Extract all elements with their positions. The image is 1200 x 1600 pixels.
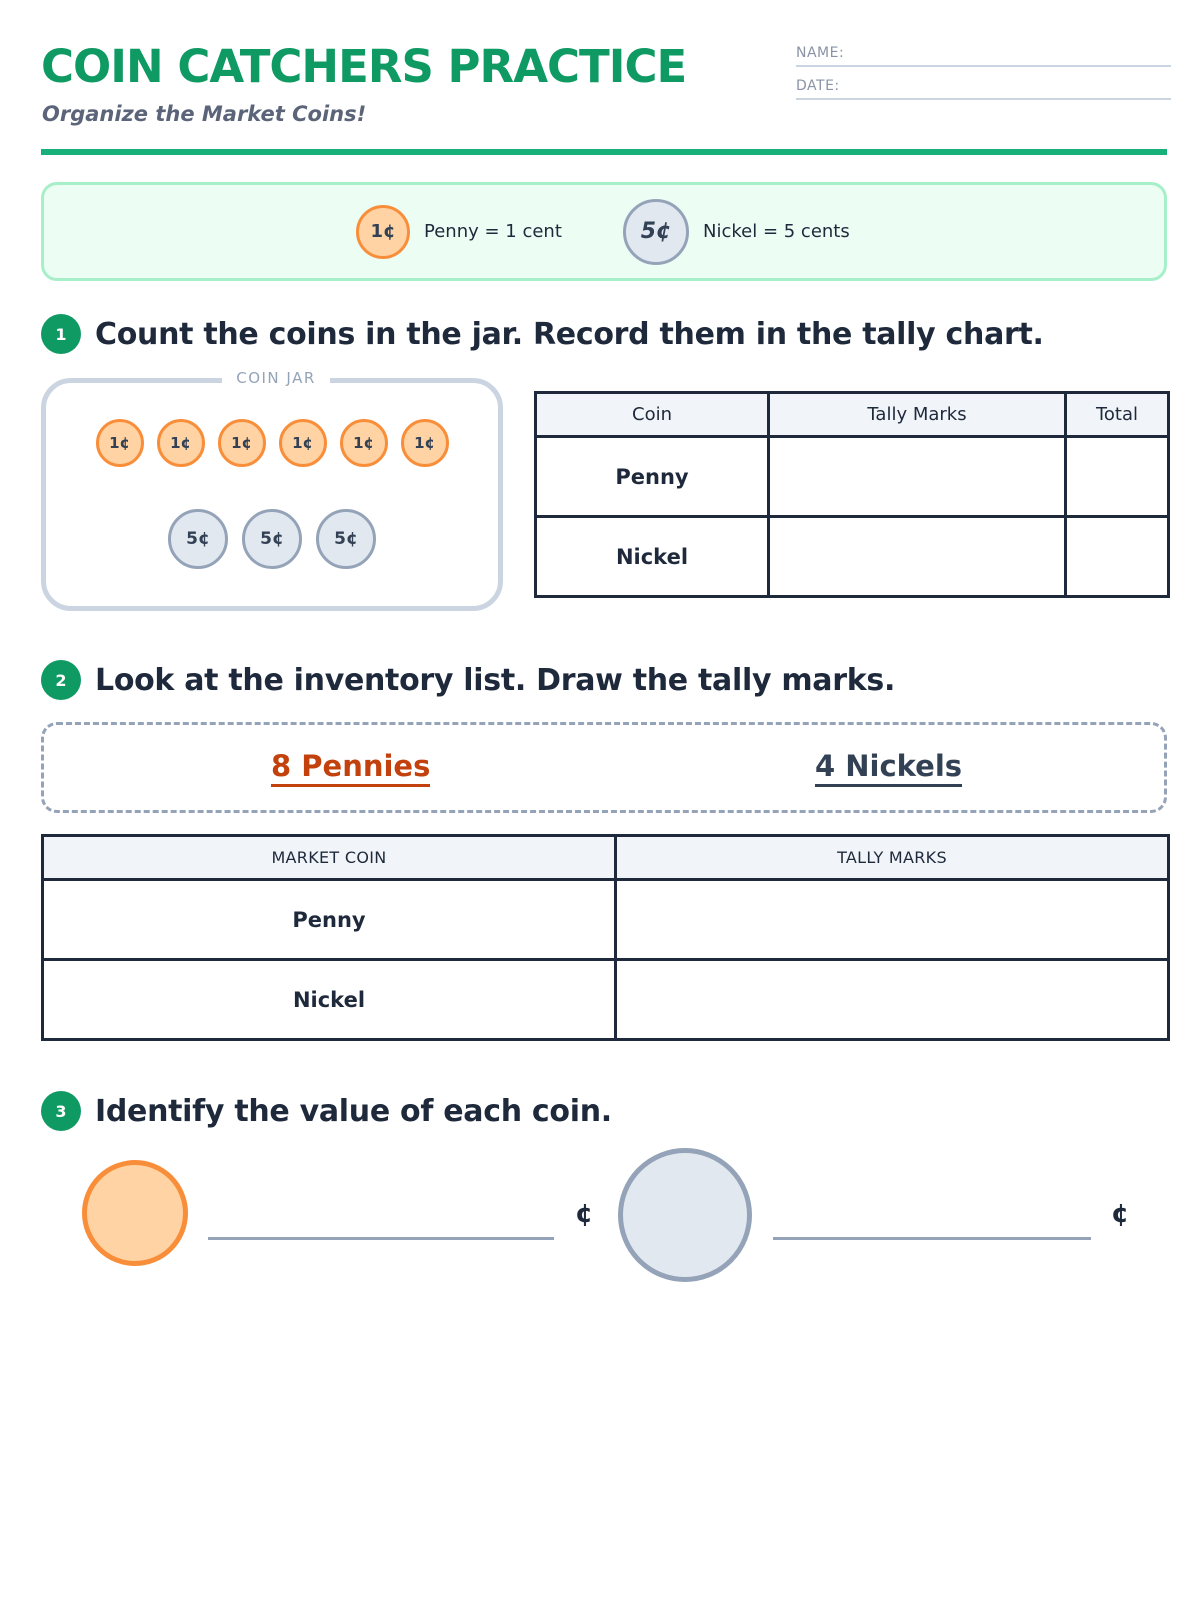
nickel-coin-icon: 5¢	[623, 199, 689, 265]
worksheet-header	[41, 40, 1167, 158]
question-1-heading	[41, 314, 1044, 354]
name-label: NAME:	[796, 45, 845, 61]
tally-marks-header: TALLY MARKS	[616, 836, 1169, 880]
penny-answer-line[interactable]	[208, 1237, 554, 1240]
tally-chart-2	[41, 834, 1170, 1041]
table-row	[43, 880, 1169, 960]
question-1-number: 1	[41, 314, 81, 354]
table-row	[43, 960, 1169, 1040]
penny-coin-icon	[82, 1160, 188, 1266]
question-2-number: 2	[41, 660, 81, 700]
tally-header-marks: Tally Marks	[769, 393, 1066, 437]
table-row	[536, 437, 1169, 517]
coin-jar-label: COIN JAR	[222, 369, 330, 387]
nickel-coin-icon: 5¢	[316, 509, 376, 569]
total-cell[interactable]	[1066, 437, 1169, 517]
worksheet-title: COIN CATCHERS PRACTICE	[41, 40, 687, 93]
question-3-number: 3	[41, 1091, 81, 1131]
worksheet-subtitle: Organize the Market Coins!	[42, 102, 367, 126]
penny-coin-icon: 1¢	[157, 419, 205, 467]
question-2-prompt: Look at the inventory list. Draw the tally marks.	[95, 662, 896, 698]
tally-marks-cell[interactable]	[769, 517, 1066, 597]
table-row	[536, 517, 1169, 597]
nickel-answer-line[interactable]	[773, 1237, 1091, 1240]
market-coin-header: MARKET COIN	[43, 836, 616, 880]
question-3-heading	[41, 1091, 612, 1131]
tally-chart-1	[534, 391, 1170, 598]
row-label-nickel: Nickel	[536, 517, 769, 597]
legend-nickel	[623, 185, 850, 278]
legend-penny-text: Penny = 1 cent	[424, 221, 562, 242]
inventory-nickels: 4 Nickels	[815, 749, 962, 787]
legend-nickel-text: Nickel = 5 cents	[703, 221, 850, 242]
name-field[interactable]	[796, 40, 1171, 67]
jar-penny-row	[46, 419, 498, 467]
cent-symbol: ¢	[1111, 1199, 1130, 1229]
penny-coin-icon: 1¢	[96, 419, 144, 467]
question-1-prompt: Count the coins in the jar. Record them in the tally chart.	[95, 316, 1044, 352]
cent-symbol: ¢	[575, 1199, 594, 1229]
row-label-penny: Penny	[43, 880, 616, 960]
row-label-penny: Penny	[536, 437, 769, 517]
tally-marks-cell[interactable]	[616, 880, 1169, 960]
header-divider	[41, 149, 1167, 155]
coin-legend	[41, 182, 1167, 281]
inventory-list	[41, 722, 1167, 813]
jar-nickel-row	[46, 509, 498, 569]
row-label-nickel: Nickel	[43, 960, 616, 1040]
penny-coin-icon: 1¢	[218, 419, 266, 467]
date-label: DATE:	[796, 78, 840, 94]
legend-penny	[356, 185, 562, 278]
nickel-coin-icon	[618, 1148, 752, 1282]
date-field[interactable]	[796, 73, 1171, 100]
tally-header-total: Total	[1066, 393, 1169, 437]
question-3-prompt: Identify the value of each coin.	[95, 1093, 612, 1129]
penny-coin-icon: 1¢	[279, 419, 327, 467]
penny-coin-icon: 1¢	[340, 419, 388, 467]
tally-header-coin: Coin	[536, 393, 769, 437]
penny-coin-icon: 1¢	[401, 419, 449, 467]
question-2-heading	[41, 660, 895, 700]
penny-coin-icon: 1¢	[356, 205, 410, 259]
total-cell[interactable]	[1066, 517, 1169, 597]
nickel-coin-icon: 5¢	[242, 509, 302, 569]
nickel-coin-icon: 5¢	[168, 509, 228, 569]
coin-jar	[41, 369, 503, 611]
tally-marks-cell[interactable]	[769, 437, 1066, 517]
inventory-pennies: 8 Pennies	[271, 749, 430, 787]
tally-marks-cell[interactable]	[616, 960, 1169, 1040]
